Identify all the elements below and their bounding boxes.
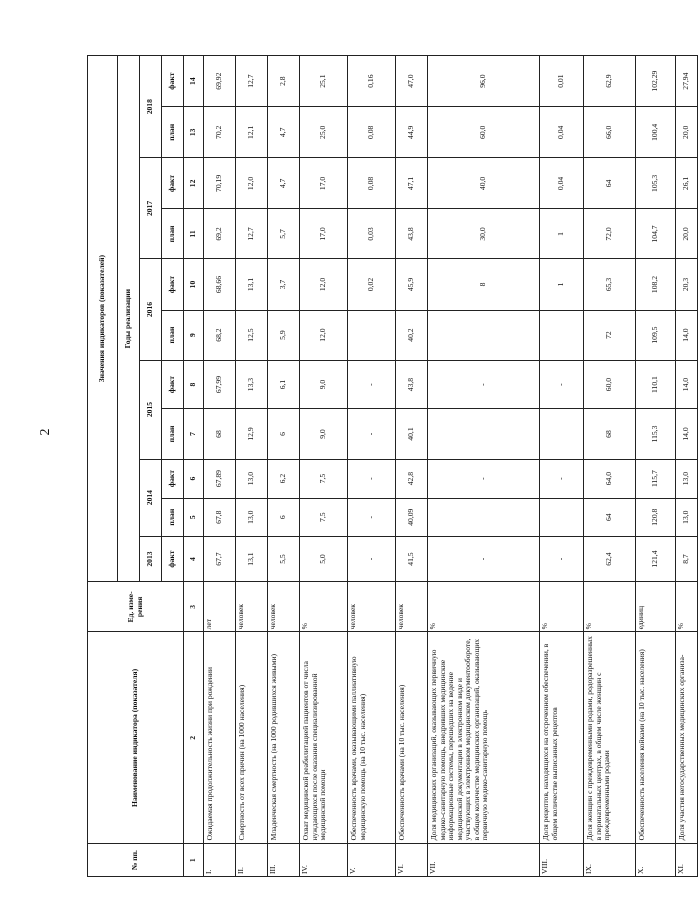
value-cell <box>540 310 584 360</box>
value-cell <box>540 498 584 536</box>
value-cell: 100,4 <box>636 107 676 158</box>
value-cell: 115,3 <box>636 409 676 459</box>
row-number: IV. <box>300 844 348 877</box>
value-cell: - <box>428 360 540 409</box>
value-cell: 72,0 <box>584 209 636 259</box>
indicator-unit: человек <box>396 582 428 632</box>
table-row <box>268 56 300 877</box>
column-index-cell: 6 <box>184 459 204 498</box>
value-cell: 3,7 <box>268 259 300 310</box>
value-cell: 20,3 <box>676 259 698 310</box>
row-number: V. <box>348 844 396 877</box>
page-number: 2 <box>38 428 53 436</box>
value-cell: 12,9 <box>236 409 268 459</box>
column-index-cell: 7 <box>184 409 204 459</box>
value-cell: 6,2 <box>268 459 300 498</box>
indicator-unit: человек <box>236 582 268 632</box>
header-fact: факт <box>162 56 184 107</box>
value-cell: 9,0 <box>300 360 348 409</box>
column-index-row <box>184 56 204 877</box>
value-cell: 0,04 <box>540 107 584 158</box>
indicator-unit: % <box>300 582 348 632</box>
value-cell: 27,94 <box>676 56 698 107</box>
indicator-name: Обеспеченность врачами, оказывающими паллиативную медицинскую помощь (на 10 тыс. населения) <box>348 632 396 844</box>
header-fact: факт <box>162 158 184 209</box>
value-cell: 47,1 <box>396 158 428 209</box>
column-index-cell: 13 <box>184 107 204 158</box>
value-cell: 5,5 <box>268 536 300 582</box>
indicator-name: Обеспеченность населения койками (на 10 тыс. населения) <box>636 632 676 844</box>
indicator-name: Смертность от всех причин (на 1000 населения) <box>236 632 268 844</box>
header-year: 2017 <box>140 158 162 259</box>
value-cell: 108,2 <box>636 259 676 310</box>
value-cell: 68 <box>204 409 236 459</box>
value-cell: 17,0 <box>300 158 348 209</box>
header-fact: факт <box>162 459 184 498</box>
indicators-table <box>87 55 698 877</box>
value-cell: 121,4 <box>636 536 676 582</box>
value-cell: 64,0 <box>584 459 636 498</box>
table-row <box>236 56 268 877</box>
table-row <box>584 56 636 877</box>
value-cell: - <box>540 459 584 498</box>
row-number: X. <box>636 844 676 877</box>
row-number: IX. <box>584 844 636 877</box>
value-cell: 68 <box>584 409 636 459</box>
value-cell: 7,5 <box>300 459 348 498</box>
value-cell: - <box>540 536 584 582</box>
value-cell: 6 <box>268 498 300 536</box>
column-index-cell: 11 <box>184 209 204 259</box>
value-cell: 40,2 <box>396 310 428 360</box>
value-cell: - <box>348 360 396 409</box>
value-cell: 102,29 <box>636 56 676 107</box>
indicator-unit: % <box>584 582 636 632</box>
value-cell: 6,1 <box>268 360 300 409</box>
indicator-unit: % <box>540 582 584 632</box>
value-cell: 67,7 <box>204 536 236 582</box>
value-cell: 68,66 <box>204 259 236 310</box>
value-cell: 20,0 <box>676 107 698 158</box>
value-cell: 66,0 <box>584 107 636 158</box>
indicator-name: Младенческая смертность (на 1000 родившихся живыми) <box>268 632 300 844</box>
value-cell: - <box>540 360 584 409</box>
value-cell <box>428 409 540 459</box>
value-cell: 13,0 <box>236 459 268 498</box>
header-year: 2018 <box>140 56 162 158</box>
column-index-cell: 14 <box>184 56 204 107</box>
row-number: XI. <box>676 844 698 877</box>
table-row <box>676 56 698 877</box>
value-cell: 12,7 <box>236 56 268 107</box>
header-num: № пп. <box>88 844 184 877</box>
value-cell: 12,7 <box>236 209 268 259</box>
value-cell: 70,19 <box>204 158 236 209</box>
indicator-name: Охват медицинской реабилитацией пациентов от числа нуждающихся после оказания специализированной медицинской помощи <box>300 632 348 844</box>
value-cell: - <box>348 536 396 582</box>
value-cell: 5,0 <box>300 536 348 582</box>
header-plan: план <box>162 409 184 459</box>
header-fact: факт <box>162 259 184 310</box>
row-number: VI. <box>396 844 428 877</box>
table-row <box>540 56 584 877</box>
header-plan: план <box>162 209 184 259</box>
value-cell: 12,5 <box>236 310 268 360</box>
value-cell: 69,92 <box>204 56 236 107</box>
value-cell: 115,7 <box>636 459 676 498</box>
value-cell: 25,1 <box>300 56 348 107</box>
table-row <box>300 56 348 877</box>
value-cell: 44,9 <box>396 107 428 158</box>
indicator-unit: единиц <box>636 582 676 632</box>
header-years-label: Годы реализации <box>118 56 140 582</box>
value-cell: 4,7 <box>268 158 300 209</box>
value-cell: 0,04 <box>540 158 584 209</box>
column-index-cell: 1 <box>184 844 204 877</box>
header-fact: факт <box>162 536 184 582</box>
value-cell: 67,99 <box>204 360 236 409</box>
row-number: VII. <box>428 844 540 877</box>
value-cell: - <box>428 536 540 582</box>
table-row <box>428 56 540 877</box>
table-row <box>348 56 396 877</box>
value-cell: 47,0 <box>396 56 428 107</box>
value-cell: 0,02 <box>348 259 396 310</box>
column-index-cell: 9 <box>184 310 204 360</box>
value-cell: 12,1 <box>236 107 268 158</box>
value-cell: 41,5 <box>396 536 428 582</box>
header-name: Наименование индикатора (показателя) <box>88 632 184 844</box>
header-plan: план <box>162 498 184 536</box>
value-cell: 64 <box>584 498 636 536</box>
value-cell: 0,03 <box>348 209 396 259</box>
column-index-cell: 5 <box>184 498 204 536</box>
value-cell: 62,9 <box>584 56 636 107</box>
header-plan: план <box>162 107 184 158</box>
header-plan: план <box>162 310 184 360</box>
value-cell: 40,0 <box>428 158 540 209</box>
value-cell: 40,1 <box>396 409 428 459</box>
indicator-name: Доля рецептов, находящихся на отсроченном обеспечении, в общем количестве выписанных рецептов <box>540 632 584 844</box>
value-cell: 2,8 <box>268 56 300 107</box>
value-cell: 13,0 <box>236 498 268 536</box>
value-cell: 43,8 <box>396 360 428 409</box>
value-cell: 5,9 <box>268 310 300 360</box>
value-cell: 13,3 <box>236 360 268 409</box>
value-cell: 105,3 <box>636 158 676 209</box>
value-cell: 42,8 <box>396 459 428 498</box>
column-index-cell: 12 <box>184 158 204 209</box>
indicator-unit: лет <box>204 582 236 632</box>
value-cell: 12,0 <box>236 158 268 209</box>
value-cell: 14,0 <box>676 360 698 409</box>
value-cell: 40,09 <box>396 498 428 536</box>
value-cell: 1 <box>540 259 584 310</box>
value-cell: 13,1 <box>236 536 268 582</box>
indicator-unit: человек <box>348 582 396 632</box>
value-cell: 64 <box>584 158 636 209</box>
value-cell: 60,0 <box>428 107 540 158</box>
column-index-cell: 10 <box>184 259 204 310</box>
value-cell <box>348 310 396 360</box>
value-cell: 60,0 <box>584 360 636 409</box>
value-cell: - <box>428 459 540 498</box>
header-unit: Ед. изме-рения <box>88 582 184 632</box>
value-cell: 9,0 <box>300 409 348 459</box>
value-cell: - <box>348 459 396 498</box>
row-number: I. <box>204 844 236 877</box>
column-index-cell: 8 <box>184 360 204 409</box>
header-year: 2013 <box>140 536 162 582</box>
indicator-unit: % <box>676 582 698 632</box>
value-cell: 96,0 <box>428 56 540 107</box>
value-cell <box>428 498 540 536</box>
header-fact: факт <box>162 360 184 409</box>
value-cell: 17,0 <box>300 209 348 259</box>
value-cell: - <box>348 409 396 459</box>
column-index-cell: 3 <box>184 582 204 632</box>
value-cell: 13,1 <box>236 259 268 310</box>
value-cell <box>428 310 540 360</box>
indicator-name: Доля медицинских организаций, оказывающих первичную медико-санитарную помощь, внедривших медицинские информационные системы, перешедших на ведение медицинской документации в электронном виде и участвующих в электронном медицинском документообороте, в общем количестве медицинских организаций, оказывающих первичную медико-санитарную помощь <box>428 632 540 844</box>
column-index-cell: 4 <box>184 536 204 582</box>
value-cell: 6 <box>268 409 300 459</box>
value-cell: 72 <box>584 310 636 360</box>
value-cell: 43,8 <box>396 209 428 259</box>
value-cell: 110,1 <box>636 360 676 409</box>
table-row <box>396 56 428 877</box>
value-cell: 25,0 <box>300 107 348 158</box>
indicator-name: Обеспеченность врачами (на 10 тыс. населения) <box>396 632 428 844</box>
indicator-unit: человек <box>268 582 300 632</box>
value-cell: 13,0 <box>676 498 698 536</box>
table-row <box>636 56 676 877</box>
value-cell: 69,2 <box>204 209 236 259</box>
row-number: II. <box>236 844 268 877</box>
indicator-name: Доля участия негосударственных медицинских организа- <box>676 632 698 844</box>
value-cell: 62,4 <box>584 536 636 582</box>
rotated-table-container <box>87 55 691 877</box>
value-cell: 26,1 <box>676 158 698 209</box>
value-cell: 30,0 <box>428 209 540 259</box>
value-cell: 1 <box>540 209 584 259</box>
indicator-name: Ожидаемая продолжительность жизни при рождении <box>204 632 236 844</box>
indicator-unit: % <box>428 582 540 632</box>
value-cell: 65,3 <box>584 259 636 310</box>
header-year: 2015 <box>140 360 162 459</box>
column-index-cell: 2 <box>184 632 204 844</box>
value-cell: 8 <box>428 259 540 310</box>
value-cell: 14,0 <box>676 310 698 360</box>
value-cell: 109,5 <box>636 310 676 360</box>
value-cell: 20,0 <box>676 209 698 259</box>
header-year: 2016 <box>140 259 162 360</box>
header-year: 2014 <box>140 459 162 536</box>
value-cell: 0,16 <box>348 56 396 107</box>
row-number: VIII. <box>540 844 584 877</box>
value-cell: 13,0 <box>676 459 698 498</box>
value-cell: 7,5 <box>300 498 348 536</box>
value-cell <box>540 409 584 459</box>
value-cell: 0,08 <box>348 158 396 209</box>
value-cell: 70,2 <box>204 107 236 158</box>
value-cell: 45,9 <box>396 259 428 310</box>
value-cell: 68,2 <box>204 310 236 360</box>
table-row <box>204 56 236 877</box>
value-cell: 67,89 <box>204 459 236 498</box>
value-cell: 67,8 <box>204 498 236 536</box>
value-cell: 4,7 <box>268 107 300 158</box>
value-cell: 0,01 <box>540 56 584 107</box>
row-number: III. <box>268 844 300 877</box>
value-cell: 104,7 <box>636 209 676 259</box>
header-values: Значения индикаторов (показателей) <box>88 56 118 582</box>
value-cell: 8,7 <box>676 536 698 582</box>
value-cell: 0,08 <box>348 107 396 158</box>
value-cell: 12,0 <box>300 259 348 310</box>
value-cell: 12,0 <box>300 310 348 360</box>
value-cell: 120,8 <box>636 498 676 536</box>
value-cell: - <box>348 498 396 536</box>
indicator-name: Доля женщин с преждевременными родами, родоразрешенных в перинатальных центрах, в общем числе женщин с преждевременными родами <box>584 632 636 844</box>
value-cell: 14,0 <box>676 409 698 459</box>
value-cell: 5,7 <box>268 209 300 259</box>
